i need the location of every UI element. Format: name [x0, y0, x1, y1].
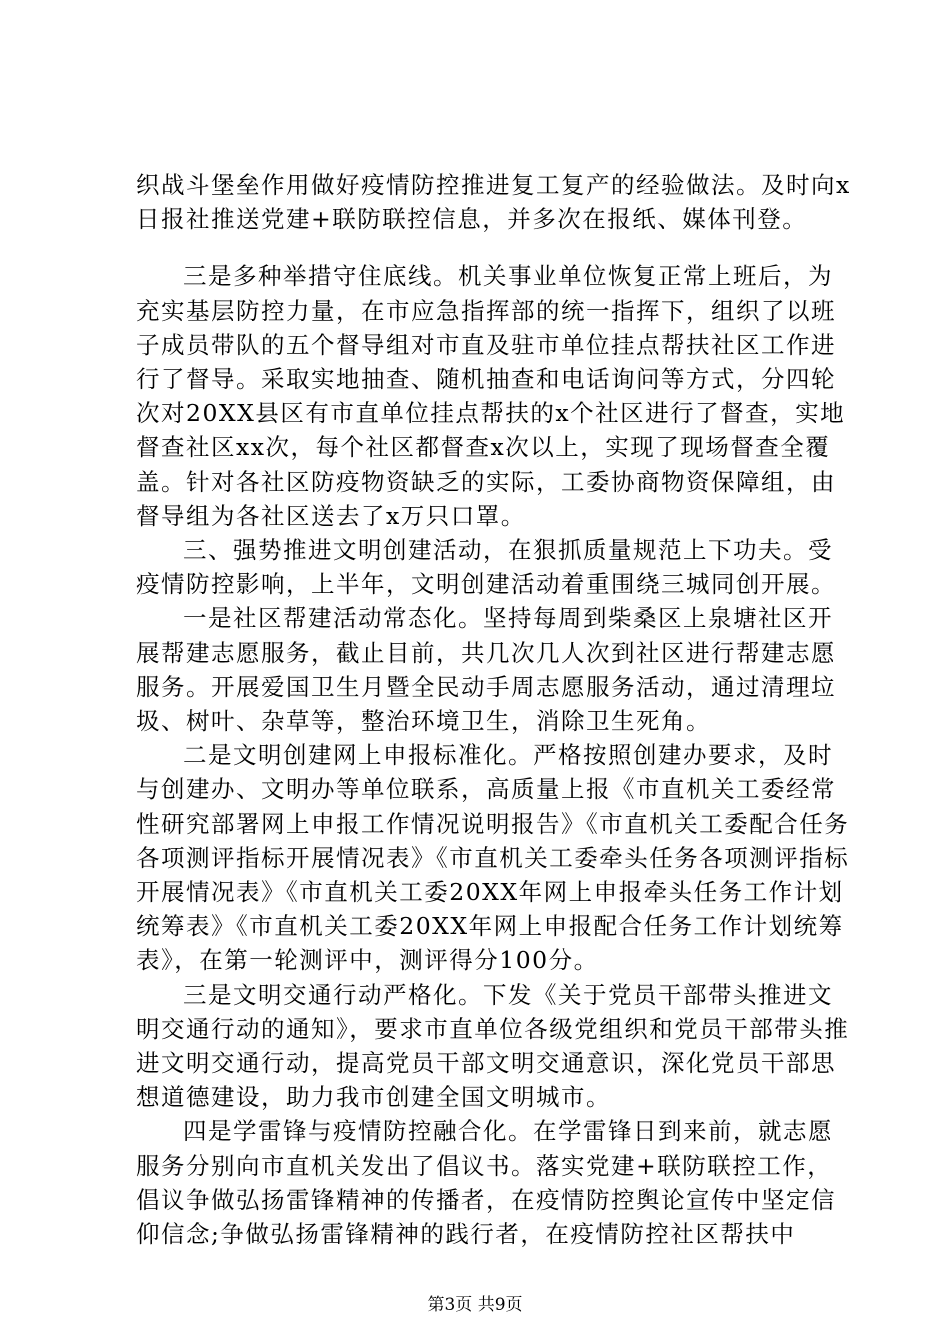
paragraph-civilized-traffic: 三是文明交通行动严格化。下发《关于党员干部带头推进文明交通行动的通知》，要求市直单位各级党组织和党员干部带头推进文明交通行动，提高党员干部文明交通意识，深化党员干部思想道德建设，助力我市创建全国文明城市。	[136, 980, 850, 1112]
paragraph-section-three-heading: 三、强势推进文明创建活动，在狠抓质量规范上下功夫。受疫情防控影响，上半年，文明创建活动着重围绕三城同创开展。	[136, 536, 836, 599]
paragraph-community-help: 一是社区帮建活动常态化。坚持每周到柴桑区上泉塘社区开展帮建志愿服务，截止目前，共几次几人次到社区进行帮建志愿服务。开展爱国卫生月暨全民动手周志愿服务活动，通过清理垃圾、树叶、杂草等，整治环境卫生，消除卫生死角。	[136, 604, 836, 736]
paragraph-supervision: 三是多种举措守住底线。机关事业单位恢复正常上班后，为充实基层防控力量，在市应急指挥部的统一指挥下，组织了以班子成员带队的五个督导组对市直及驻市单位挂点帮扶社区工作进行了督导。采取实地抽查、随机抽查和电话询问等方式，分四轮次对20XX县区有市直单位挂点帮扶的x个社区进行了督查，实地督查社区xx次，每个社区都督查x次以上，实现了现场督查全覆盖。针对各社区防疫物资缺乏的实际，工委协商物资保障组，由督导组为各社区送去了x万只口罩。	[136, 262, 846, 530]
document-body	[136, 168, 856, 1251]
paragraph-online-declaration: 二是文明创建网上申报标准化。严格按照创建办要求，及时与创建办、文明办等单位联系，高质量上报《市直机关工委经常性研究部署网上申报工作情况说明报告》《市直机关工委配合任务各项测评指标开展情况表》《市直机关工委牵头任务各项测评指标开展情况表》《市直机关工委20XX年网上申报牵头任务工作计划统筹表》《市直机关工委20XX年网上申报配合任务工作计划统筹表》，在第一轮测评中，测评得分100分。	[136, 741, 850, 975]
page-number-footer: 第3页 共9页	[427, 1295, 523, 1315]
paragraph-learn-leifeng: 四是学雷锋与疫情防控融合化。在学雷锋日到来前，就志愿服务分别向市直机关发出了倡议书。落实党建+联防联控工作，倡议争做弘扬雷锋精神的传播者，在疫情防控舆论宣传中坚定信仰信念;争做弘扬雷锋精神的践行者，在疫情防控社区帮扶中	[136, 1117, 836, 1249]
paragraph-continuation: 织战斗堡垒作用做好疫情防控推进复工复产的经验做法。及时向x日报社推送党建+联防联控信息，并多次在报纸、媒体刊登。	[136, 171, 851, 234]
